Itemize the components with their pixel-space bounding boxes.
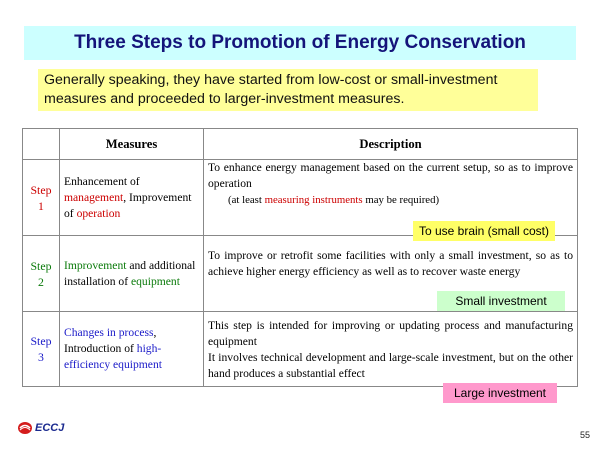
slide-title: Three Steps to Promotion of Energy Conservation xyxy=(74,32,526,53)
step-1-description: To enhance energy management based on the current setup, so as to improve operation (at least measuring instruments may be required) xyxy=(204,160,578,236)
table-header-row xyxy=(23,129,578,160)
step-2-measure: Improvement and additional installation of equipment xyxy=(60,236,204,312)
header-empty xyxy=(23,129,60,160)
tag-small-cost: To use brain (small cost) xyxy=(413,221,555,241)
step-3-description: This step is intended for improving or updating process and manufacturing equipment It involves technical development and large-scale investment, but on the other hand produces a substantial effect xyxy=(204,312,578,387)
step-3-measure: Changes in process, Introduction of high-efficiency equipment xyxy=(60,312,204,387)
header-description: Description xyxy=(204,129,578,160)
eccj-logo xyxy=(17,421,64,435)
step-2-label: Step 2 xyxy=(23,236,60,312)
step-3-label: Step 3 xyxy=(23,312,60,387)
step-1-note: (at least measuring instruments may be required) xyxy=(228,194,440,206)
step-1-measure: Enhancement of management, Improvement of operation xyxy=(60,160,204,236)
logo-text: ECCJ xyxy=(35,422,65,434)
step-1-label: Step 1 xyxy=(23,160,60,236)
intro-text: Generally speaking, they have started from low-cost or small-investment measures and proceeded to larger-investment measures. xyxy=(38,69,538,111)
page-number: 55 xyxy=(579,430,590,440)
slide-title-banner xyxy=(24,26,576,60)
tag-small-investment: Small investment xyxy=(437,291,565,311)
step-2-description: To improve or retrofit some facilities with only a small investment, so as to achieve higher energy efficiency as well as to recover waste energy xyxy=(204,236,578,312)
eccj-logo-icon xyxy=(17,421,33,435)
tag-large-investment: Large investment xyxy=(443,383,557,403)
header-measures: Measures xyxy=(60,129,204,160)
steps-table xyxy=(22,128,578,387)
table-row xyxy=(23,312,578,387)
